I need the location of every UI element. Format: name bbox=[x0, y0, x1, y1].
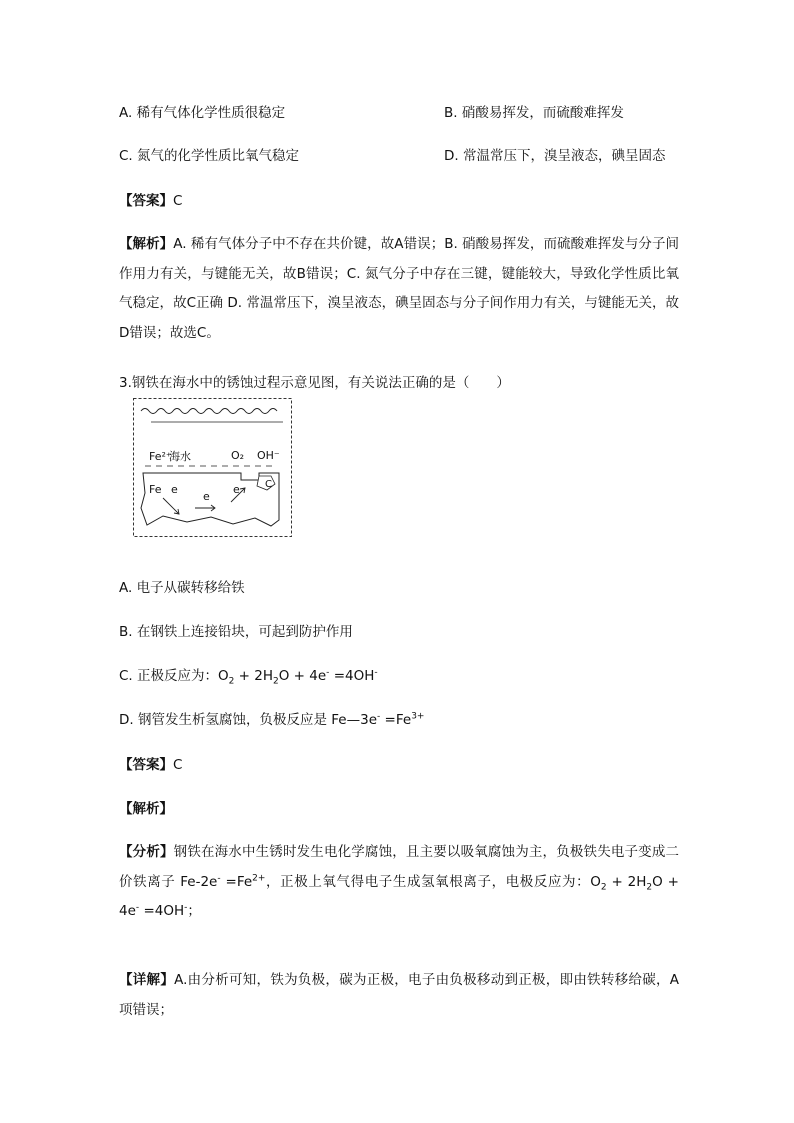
fenxi-text: 钢铁在海水中生锈时发生电化学腐蚀，且主要以吸氧腐蚀为主，负极铁失电子变成二价铁离子 Fe-2e bbox=[119, 844, 680, 890]
hydroxide-label: OH⁻ bbox=[257, 449, 280, 462]
oxygen-label: O₂ bbox=[231, 449, 245, 462]
formula-text: + 2H bbox=[234, 668, 274, 684]
formula-text: =4OH bbox=[329, 668, 375, 684]
superscript: - bbox=[326, 667, 330, 678]
q3-option-b: B. 在钢铁上连接铅块，可起到防护作用 bbox=[119, 624, 353, 640]
answer-value: C bbox=[173, 757, 183, 773]
fenxi-text: + 2H bbox=[606, 873, 647, 890]
question-3-stem: 3.钢铁在海水中的锈蚀过程示意见图，有关说法正确的是（ ） bbox=[119, 375, 510, 391]
analysis-paragraph bbox=[119, 230, 679, 348]
answer-value: C bbox=[173, 193, 183, 209]
fenxi-text: O + 4e bbox=[119, 873, 679, 919]
superscript: - bbox=[374, 667, 378, 678]
electron-label: e bbox=[203, 490, 210, 503]
formula-text: O + 4e bbox=[278, 668, 327, 684]
answer-line bbox=[119, 191, 182, 211]
formula-text: =Fe bbox=[380, 712, 412, 728]
carbon-label: C bbox=[265, 479, 272, 490]
formula-text: C. 正极反应为：O bbox=[119, 668, 229, 684]
fenxi-text: ； bbox=[187, 903, 201, 919]
formula-text: D. 钢管发生析氢腐蚀，负极反应是 Fe—3e bbox=[119, 712, 377, 728]
electron-label: e bbox=[171, 483, 178, 496]
answer-tag: 【答案】 bbox=[119, 193, 173, 209]
corrosion-diagram bbox=[133, 398, 293, 538]
superscript: 3+ bbox=[411, 711, 425, 722]
electron-label: e bbox=[233, 483, 240, 496]
option-a: A. 稀有气体化学性质很稳定 bbox=[119, 105, 286, 121]
fenxi-text: =Fe bbox=[220, 873, 253, 890]
q3-option-a: A. 电子从碳转移给铁 bbox=[119, 580, 245, 596]
q3-analysis-tag: 【解析】 bbox=[119, 801, 173, 817]
q3-option-d bbox=[119, 710, 424, 730]
option-b: B. 硝酸易挥发，而硫酸难挥发 bbox=[444, 105, 624, 121]
q3-fenxi-paragraph bbox=[119, 838, 679, 927]
superscript: - bbox=[217, 873, 221, 883]
superscript: - bbox=[184, 902, 188, 913]
seawater-label: 海水 bbox=[169, 450, 191, 463]
superscript: - bbox=[135, 902, 140, 913]
analysis-tag: 【解析】 bbox=[119, 236, 174, 252]
xiangjie-text: A.由分析可知，铁为负极，碳为正极，电子由负极移动到正极，即由铁转移给碳，A项错误； bbox=[119, 972, 680, 1018]
q3-option-c bbox=[119, 666, 378, 686]
fenxi-text: =4OH bbox=[139, 903, 185, 919]
superscript: 2+ bbox=[252, 873, 266, 883]
fenxi-text: ，正极上氧气得电子生成氢氧根离子，电极反应为：O bbox=[265, 873, 601, 890]
fenxi-tag: 【分析】 bbox=[119, 844, 174, 860]
iron-label: Fe bbox=[149, 483, 162, 496]
subscript: 2 bbox=[646, 882, 653, 893]
q3-xiangjie-paragraph bbox=[119, 966, 679, 1025]
subscript: 2 bbox=[228, 676, 235, 687]
subscript: 2 bbox=[273, 676, 279, 687]
option-d: D. 常温常压下，溴呈液态，碘呈固态 bbox=[444, 148, 666, 164]
fe2-ion-label: Fe²⁺ bbox=[149, 450, 172, 463]
analysis-text: A. 稀有气体分子中不存在共价键，故A错误；B. 硝酸易挥发，而硫酸难挥发与分子间作用力有关，与键能无关，故B错误；C. 氮气分子中存在三键，键能较大，导致化学性质比氧气稳定，故C正确 D. 常温常压下，溴呈液态，碘呈固态与分子间作用力有关，与键能无关，故D错误；故选C。 bbox=[119, 236, 679, 341]
option-c: C. 氮气的化学性质比氧气稳定 bbox=[119, 148, 300, 164]
superscript: - bbox=[377, 711, 381, 722]
q3-answer-line bbox=[119, 755, 182, 775]
subscript: 2 bbox=[600, 882, 607, 893]
answer-tag: 【答案】 bbox=[119, 757, 173, 773]
xiangjie-tag: 【详解】 bbox=[119, 972, 175, 988]
